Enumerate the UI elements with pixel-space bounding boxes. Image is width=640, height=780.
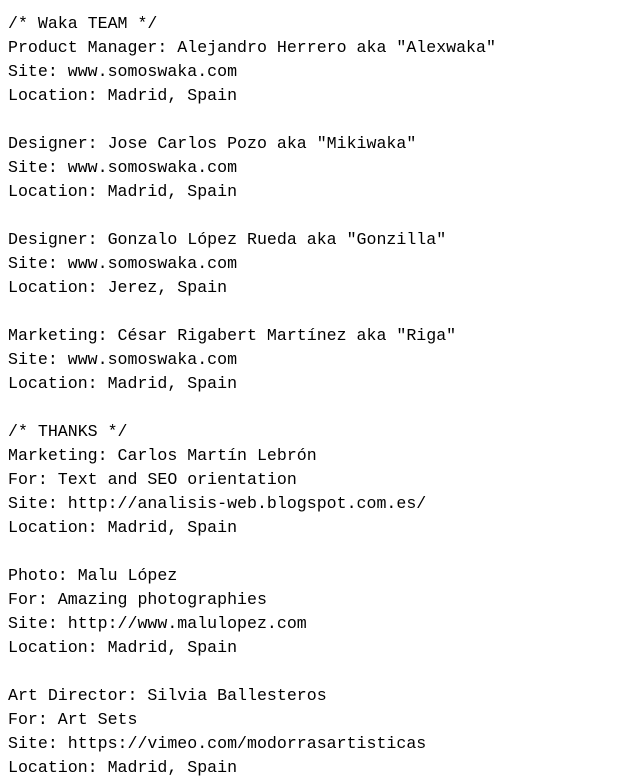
credits-blank-line	[8, 540, 640, 564]
credits-line: Art Director: Silvia Ballesteros	[8, 686, 327, 705]
credits-line: Site: www.somoswaka.com	[8, 254, 238, 273]
credits-line: Location: Madrid, Spain	[8, 518, 238, 537]
credits-line: For: Amazing photographies	[8, 590, 267, 609]
credits-line: Location: Madrid, Spain	[8, 182, 238, 201]
credits-line: Location: Jerez, Spain	[8, 278, 228, 297]
credits-line: Location: Madrid, Spain	[8, 86, 238, 105]
credits-line: /* Waka TEAM */	[8, 14, 158, 33]
credits-line: Site: www.somoswaka.com	[8, 158, 238, 177]
credits-line: Site: https://vimeo.com/modorrasartisticas	[8, 734, 427, 753]
credits-line: Site: www.somoswaka.com	[8, 62, 238, 81]
credits-line: /* THANKS */	[8, 422, 128, 441]
credits-line: Photo: Malu López	[8, 566, 178, 585]
credits-line: Site: www.somoswaka.com	[8, 350, 238, 369]
credits-blank-line	[8, 204, 640, 228]
credits-line: Designer: Jose Carlos Pozo aka "Mikiwaka"	[8, 134, 417, 153]
credits-line: Site: http://www.malulopez.com	[8, 614, 307, 633]
credits-line: Location: Madrid, Spain	[8, 374, 238, 393]
credits-line: Location: Madrid, Spain	[8, 638, 238, 657]
credits-blank-line	[8, 660, 640, 684]
credits-line: Site: http://analisis-web.blogspot.com.es/	[8, 494, 427, 513]
credits-blank-line	[8, 300, 640, 324]
credits-line: For: Text and SEO orientation	[8, 470, 297, 489]
credits-line: Designer: Gonzalo López Rueda aka "Gonzilla"	[8, 230, 447, 249]
credits-blank-line	[8, 108, 640, 132]
credits-line: Marketing: César Rigabert Martínez aka "Riga"	[8, 326, 457, 345]
credits-line: Product Manager: Alejandro Herrero aka "Alexwaka"	[8, 38, 496, 57]
credits-blank-line	[8, 396, 640, 420]
credits-line: Marketing: Carlos Martín Lebrón	[8, 446, 317, 465]
credits-line: Location: Madrid, Spain	[8, 758, 238, 777]
credits-line: For: Art Sets	[8, 710, 138, 729]
